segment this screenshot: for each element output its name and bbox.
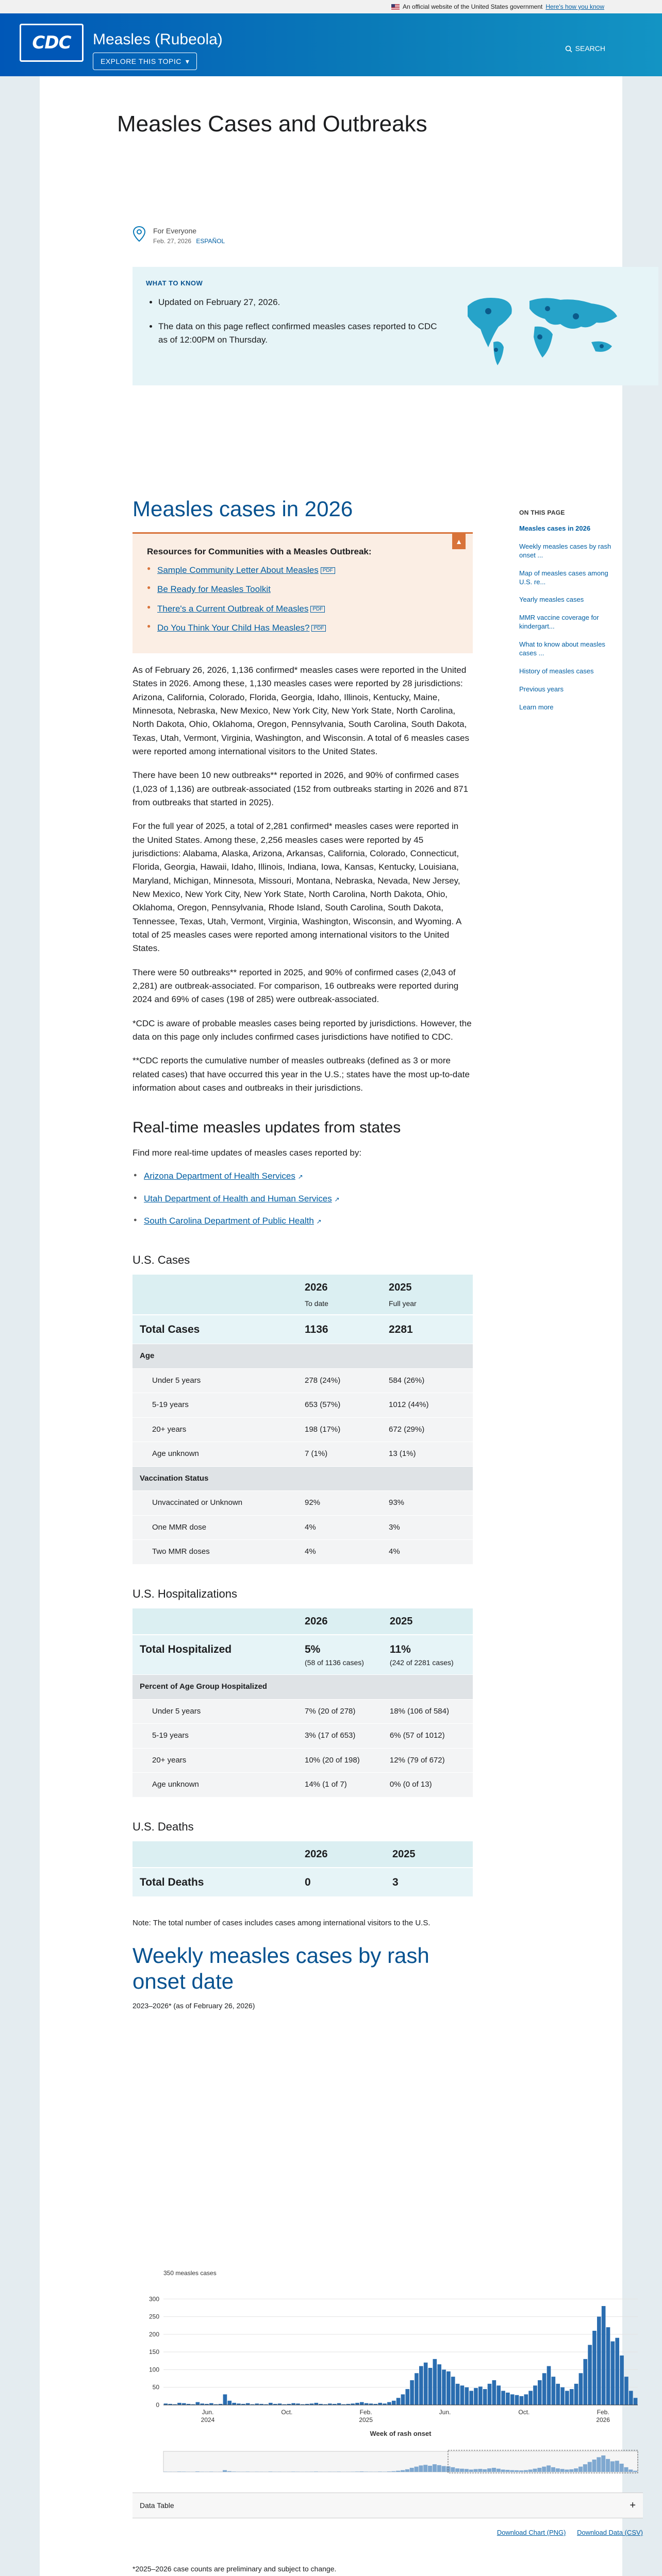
overview-bar <box>537 2468 541 2472</box>
bar <box>424 2363 428 2405</box>
x-tick-label: Jun. <box>439 2409 451 2416</box>
overview-bar <box>597 2457 601 2472</box>
weekly-controls <box>133 2493 643 2576</box>
weekly-heading: Weekly measles cases by rash onset date <box>133 1943 429 1993</box>
list-item <box>133 1214 473 1228</box>
bar <box>269 2403 273 2405</box>
search-icon <box>565 45 572 53</box>
bar <box>510 2394 515 2405</box>
pdf-badge: PDF <box>321 567 335 574</box>
page-date: Feb. 27, 2026 <box>153 238 192 245</box>
table-row: One MMR dose 4% 3% <box>133 1515 473 1540</box>
overview-bar <box>478 2469 482 2472</box>
overview-bar <box>519 2470 523 2472</box>
wtk-item: • Updated on February 27, 2026. <box>158 296 447 309</box>
state-link[interactable]: South Carolina Department of Public Health <box>144 1216 314 1226</box>
y-tick-label: 150 <box>148 2348 159 2356</box>
external-link-icon: ↗ <box>316 1218 322 1226</box>
explore-topic-button[interactable] <box>93 53 197 70</box>
table-row: 20+ years 198 (17%) 672 (29%) <box>133 1417 473 1442</box>
main-column <box>133 496 473 2011</box>
overview-bar <box>474 2469 478 2472</box>
y-tick-label: 200 <box>148 2330 159 2338</box>
overview-bar <box>415 2467 419 2472</box>
overview-bar <box>181 2471 186 2472</box>
resources-title: Resources for Communities with a Measles Outbreak: <box>147 547 372 557</box>
paragraph: As of February 26, 2026, 1,136 confirmed* measles cases were reported in the United States in 2026. Among these, 1,130 measles cases were reported by 28 jurisdictions: Arizona, California, Colorado, Florida, Georgia, Idaho, Illinois, Kentucky, Maine, Minnesota, Nebraska, New Mexico, New York City, New York State, North Carolina, North Dakota, Ohio, Oklahoma, Oregon, Pennsylvania, South Carolina, South Dakota, Texas, Utah, Vermont, Virginia, Washington, and Wisconsin. A total of 6 measles cases were reported among international visitors to the United States. <box>133 665 469 756</box>
bar <box>378 2403 382 2405</box>
y-axis-label: 350 measles cases <box>163 2269 217 2277</box>
otp-link[interactable]: What to know about measles cases ... <box>519 640 605 657</box>
bar <box>501 2391 505 2405</box>
bar <box>232 2403 236 2405</box>
search-label: SEARCH <box>575 44 605 53</box>
col-2026: 2026 To date <box>297 1275 382 1315</box>
bar <box>442 2369 446 2405</box>
bar <box>583 2359 587 2405</box>
overview-bar <box>410 2468 414 2472</box>
plus-icon: + <box>630 2500 636 2511</box>
overview-bar <box>524 2470 528 2472</box>
world-map-illustration <box>457 285 627 368</box>
overview-bar <box>396 2471 400 2472</box>
overview-bar <box>433 2464 437 2472</box>
deaths-table: 2026 2025 Total Deaths 0 3 <box>133 1841 473 1897</box>
group-label: Percent of Age Group Hospitalized <box>133 1675 473 1700</box>
bar <box>624 2377 628 2405</box>
state-link[interactable]: Utah Department of Health and Human Services <box>144 1193 332 1204</box>
overview-bar <box>551 2467 555 2472</box>
overview-bar <box>483 2469 487 2472</box>
overview-bar <box>405 2469 409 2472</box>
x-tick-label: Feb. <box>597 2409 609 2416</box>
x-tick-label: Oct. <box>281 2409 293 2416</box>
overview-bar <box>355 2471 359 2472</box>
resources-list <box>147 564 458 635</box>
overview-bar <box>314 2471 318 2472</box>
overview-bar <box>455 2468 459 2472</box>
what-to-know-title: WHAT TO KNOW <box>146 279 203 287</box>
bar <box>392 2401 396 2405</box>
otp-link[interactable]: MMR vaccine coverage for kindergart... <box>519 614 599 631</box>
overview-bar <box>496 2469 501 2472</box>
overview-bar <box>565 2469 569 2472</box>
bar <box>451 2377 455 2405</box>
overview-bar <box>606 2459 610 2472</box>
weekly-footnote: *2025–2026 case counts are preliminary and subject to change. <box>133 2564 337 2573</box>
bar <box>365 2403 369 2405</box>
overview-bar <box>528 2469 533 2472</box>
bar <box>446 2371 451 2405</box>
bar <box>606 2327 610 2405</box>
x-tick-label: 2024 <box>201 2416 215 2424</box>
col-2025: 2025 Full year <box>382 1275 473 1315</box>
x-tick-label: Oct. <box>518 2409 530 2416</box>
bar <box>405 2389 409 2405</box>
overview-bar <box>195 2471 200 2472</box>
overview-bar <box>569 2469 573 2472</box>
gov-banner-text: An official website of the United States government <box>403 3 543 10</box>
otp-link[interactable]: Weekly measles cases by rash onset ... <box>519 542 611 559</box>
bookmark-icon: ▲ <box>452 534 466 549</box>
bar <box>355 2403 359 2405</box>
bar <box>556 2384 560 2405</box>
y-tick-label: 50 <box>152 2383 159 2391</box>
otp-link[interactable]: Map of measles cases among U.S. re... <box>519 569 608 586</box>
overview-bar <box>533 2469 537 2472</box>
bar <box>196 2402 200 2405</box>
gov-banner-link[interactable]: Here's how you know <box>545 3 604 10</box>
bar <box>246 2403 250 2405</box>
gov-banner <box>0 0 662 13</box>
paragraph: There were 50 outbreaks** reported in 2025, and 90% of confirmed cases (2,043 of 2,281) are outbreak-associated. For comparison, 16 outbreaks were reported during 2024 and 69% of cases (198 of 285) were outbreak-associated. <box>133 967 459 1005</box>
overview-bar <box>633 2471 637 2472</box>
download-chart-link[interactable]: Download Chart (PNG) <box>496 2529 566 2536</box>
chevron-down-icon: ▾ <box>185 57 190 65</box>
bar <box>506 2393 510 2405</box>
on-this-page-nav <box>519 508 622 721</box>
header-title[interactable]: Measles (Rubeola) <box>93 31 223 48</box>
bar <box>182 2403 186 2405</box>
overview-bar <box>437 2465 441 2472</box>
overview-bar <box>542 2467 546 2472</box>
bar <box>629 2391 633 2405</box>
espanol-link[interactable]: ESPAÑOL <box>196 238 225 245</box>
deaths-heading: U.S. Deaths <box>133 1820 194 1833</box>
overview-bar <box>378 2471 382 2472</box>
otp-link[interactable]: History of measles cases <box>519 667 594 675</box>
overview-bar <box>223 2470 227 2472</box>
pdf-badge: PDF <box>310 606 325 613</box>
overview-bar <box>227 2471 231 2472</box>
overview-bar <box>423 2465 427 2472</box>
x-tick-label: Feb. <box>359 2409 372 2416</box>
data-table-toggle[interactable] <box>133 2493 643 2518</box>
downloads <box>133 2528 643 2538</box>
overview-bar <box>601 2455 605 2472</box>
hosp-heading: U.S. Hospitalizations <box>133 1587 237 1600</box>
overview-bar <box>620 2464 624 2472</box>
bar <box>611 2342 615 2405</box>
bar <box>602 2306 606 2405</box>
bar <box>469 2391 473 2405</box>
us-cases-table <box>133 1275 473 1565</box>
overview-bar <box>574 2468 578 2472</box>
overview-bar <box>291 2471 295 2472</box>
overview-bar <box>428 2466 432 2472</box>
weekly-subtitle: 2023–2026* (as of February 26, 2026) <box>133 2002 255 2010</box>
audience-row <box>133 226 225 246</box>
otp-link[interactable]: Yearly measles cases <box>519 596 584 604</box>
realtime-heading: Real-time measles updates from states <box>133 1118 401 1136</box>
overview-bar <box>592 2460 597 2472</box>
external-link-icon: ↗ <box>297 1173 303 1181</box>
overview-bar <box>628 2469 633 2472</box>
realtime-links <box>133 1170 473 1228</box>
otp-link[interactable]: Learn more <box>519 703 554 711</box>
bar <box>552 2377 556 2405</box>
overview-bar <box>501 2469 505 2472</box>
table-row: Total Cases 1136 2281 <box>133 1315 473 1344</box>
overview-bar <box>460 2469 464 2472</box>
explore-label: EXPLORE THIS TOPIC <box>101 57 181 65</box>
overview-bar <box>442 2466 446 2472</box>
overview-bar <box>364 2471 368 2472</box>
resource-item <box>147 602 458 616</box>
page-content <box>40 76 643 2576</box>
bar <box>465 2387 469 2405</box>
table-row: Total Deaths 0 3 <box>133 1868 473 1897</box>
bar <box>460 2385 465 2405</box>
overview-bar <box>610 2461 615 2472</box>
paragraph: For the full year of 2025, a total of 2,281 confirmed* measles cases were reported in the United States. Among these, 2,256 measles cases were reported by 45 jurisdictions: Alabama, Alaska, Arizona, Arkansas, California, Colorado, Connecticut, Florida, Georgia, Hawaii, Idaho, Illinois, Indiana, Iowa, Kansas, Kentucky, Louisiana, Maryland, Michigan, Minnesota, Missouri, Montana, Nebraska, Nevada, New Jersey, New Mexico, New York City, New York State, North Carolina, North Dakota, Ohio, Oklahoma, Oregon, Pennsylvania, Rhode Island, South Carolina, South Dakota, Tennessee, Texas, Utah, Vermont, Virginia, Washington, Wisconsin, and Wyoming. A total of 25 measles cases were reported among international visitors to the United States. <box>133 821 461 954</box>
realtime-intro: Find more real-time updates of measles cases reported by: <box>133 1147 362 1158</box>
search-button[interactable] <box>565 43 605 54</box>
table-row: 5-19 years 3% (17 of 653) 6% (57 of 1012) <box>133 1724 473 1749</box>
list-item <box>133 1170 473 1183</box>
resource-item <box>147 583 458 596</box>
overview-bar <box>232 2471 236 2472</box>
table-row: Unvaccinated or Unknown 92% 93% <box>133 1491 473 1516</box>
overview-bar <box>624 2467 628 2472</box>
overview-bar <box>615 2461 619 2472</box>
list-item <box>133 1192 473 1206</box>
bar <box>528 2391 533 2405</box>
bar <box>547 2366 551 2405</box>
table-row: Age unknown 7 (1%) 13 (1%) <box>133 1442 473 1467</box>
overview-bar <box>391 2471 395 2472</box>
bar <box>177 2403 181 2405</box>
paragraph: **CDC reports the cumulative number of measles outbreaks (defined as 3 or more related cases) that have occurred this year in the U.S.; states have the most up-to-date information about cases and outbreaks in their jurisdictions. <box>133 1056 470 1093</box>
overview-bar <box>359 2471 363 2472</box>
y-tick-label: 250 <box>148 2313 159 2320</box>
resource-item <box>147 621 458 635</box>
overview-bar <box>177 2471 181 2472</box>
bar <box>387 2402 391 2405</box>
x-tick-label: 2025 <box>359 2416 373 2424</box>
overview-bar <box>401 2470 405 2472</box>
overview-bar <box>515 2470 519 2472</box>
bar <box>520 2396 524 2405</box>
audience-label: For Everyone <box>153 227 197 235</box>
location-pin-icon <box>133 226 146 242</box>
bar <box>565 2391 569 2405</box>
bar <box>223 2394 227 2405</box>
x-tick-label: 2026 <box>596 2416 610 2424</box>
bar <box>227 2401 231 2405</box>
table-row: Under 5 years 278 (24%) 584 (26%) <box>133 1368 473 1393</box>
bar <box>560 2387 565 2405</box>
data-table-label: Data Table <box>140 2501 174 2510</box>
bar <box>592 2331 597 2405</box>
bar <box>401 2394 405 2405</box>
overview-bar <box>556 2468 560 2472</box>
overview-bar <box>487 2468 491 2472</box>
overview-bar <box>492 2468 496 2472</box>
resource-link[interactable]: Do You Think Your Child Has Measles? <box>157 623 310 633</box>
bar <box>538 2380 542 2405</box>
group-label: Vaccination Status <box>133 1466 473 1491</box>
cases-heading: Measles cases in 2026 <box>133 497 353 521</box>
external-link-icon: ↗ <box>334 1195 340 1203</box>
bar <box>620 2355 624 2405</box>
hosp-table: 2026 2025 Total Hospitalized 5% (58 of 1136 cases) 11% (242 of 2281 cases) Percent of Age Group Hospitalized Under 5 years 7% (20 of 278) 18% (106 of 584) 5-19 years 3% (17 of 653) 6% (57 of 1012) 20+ years 10% (20 of 198) 12% (79 of 672) Age unknown 14% (1 of 7) 0% (0 of 13) <box>133 1608 473 1798</box>
bar <box>597 2317 601 2405</box>
otp-link[interactable]: Previous years <box>519 685 564 693</box>
bar <box>588 2345 592 2405</box>
logo-text: CDC <box>32 32 71 53</box>
bar <box>433 2359 437 2405</box>
bar <box>474 2388 478 2405</box>
cdc-logo[interactable] <box>20 24 84 62</box>
overview-bar <box>337 2471 341 2472</box>
y-tick-label: 300 <box>148 2295 159 2303</box>
overview-bar <box>583 2464 587 2472</box>
table-row: Two MMR doses 4% 4% <box>133 1540 473 1565</box>
table-row: 5-19 years 653 (57%) 1012 (44%) <box>133 1393 473 1418</box>
otp-link[interactable]: Measles cases in 2026 <box>519 524 591 532</box>
bar <box>542 2373 547 2405</box>
overview-bar <box>469 2469 473 2472</box>
bar <box>456 2384 460 2405</box>
what-to-know-box <box>133 267 658 385</box>
overview-strip <box>163 2451 638 2472</box>
paragraph: There have been 10 new outbreaks** reported in 2026, and 90% of confirmed cases (1,023 of 1,136) are outbreak-associated (152 from outbreaks starting in 2026 and 871 from outbreaks that started in 2025). <box>133 770 469 807</box>
bar <box>492 2380 496 2405</box>
cases-body <box>133 664 473 1095</box>
wtk-item: • The data on this page reflect confirmed measles cases reported to CDC as of 12:00PM on Thursday. <box>158 320 447 346</box>
weekly-chart-svg <box>133 2266 643 2482</box>
overview-bar <box>547 2465 551 2472</box>
group-label: Age <box>133 1344 473 1369</box>
bar <box>360 2402 364 2405</box>
download-data-link[interactable]: Download Data (CSV) <box>577 2529 643 2536</box>
paragraph: *CDC is aware of probable measles cases being reported by jurisdictions. However, the data on this page only includes confirmed cases jurisdictions have notified to CDC. <box>133 1018 472 1042</box>
resources-box <box>133 532 473 653</box>
bar <box>291 2403 295 2405</box>
pdf-badge: PDF <box>311 625 326 632</box>
what-to-know-list <box>158 296 447 347</box>
bar <box>579 2373 583 2405</box>
resource-link[interactable]: Sample Community Letter About Measles <box>157 565 319 575</box>
bar <box>515 2395 519 2405</box>
bar <box>615 2338 619 2405</box>
x-tick-label: Jun. <box>202 2409 214 2416</box>
bar <box>410 2380 414 2405</box>
overview-bar <box>465 2469 469 2472</box>
bar <box>570 2389 574 2405</box>
y-tick-label: 100 <box>148 2366 159 2374</box>
overview-bar <box>510 2470 514 2472</box>
bar <box>428 2368 433 2405</box>
bar <box>478 2386 483 2405</box>
bar <box>533 2385 537 2405</box>
overview-bar <box>451 2467 455 2472</box>
overview-bar <box>209 2471 213 2472</box>
x-axis-label: Week of rash onset <box>370 2430 432 2437</box>
bar <box>419 2366 423 2405</box>
resource-item <box>147 564 458 577</box>
bar <box>496 2385 501 2405</box>
resource-link[interactable]: There's a Current Outbreak of Measles <box>157 603 309 614</box>
bar <box>524 2394 528 2405</box>
overview-bar <box>588 2462 592 2472</box>
resource-link[interactable]: Be Ready for Measles Toolkit <box>157 584 271 595</box>
table-row: 20+ years 10% (20 of 198) 12% (79 of 672) <box>133 1748 473 1773</box>
overview-bar <box>245 2471 250 2472</box>
bar <box>337 2403 341 2405</box>
bar <box>488 2384 492 2405</box>
bar <box>209 2403 213 2405</box>
overview-bar <box>505 2470 509 2472</box>
us-flag-icon <box>391 4 400 10</box>
us-cases-heading: U.S. Cases <box>133 1253 190 1266</box>
bar <box>396 2398 401 2405</box>
bar <box>437 2364 441 2405</box>
note-text: Note: The total number of cases includes cases among international visitors to the U.S. <box>133 1919 431 1928</box>
overview-bar <box>419 2465 423 2472</box>
overview-bar <box>387 2471 391 2472</box>
table-row: Under 5 years 7% (20 of 278) 18% (106 of 584) <box>133 1699 473 1724</box>
y-tick-label: 0 <box>156 2401 159 2409</box>
table-row: Total Hospitalized 5% (58 of 1136 cases) 11% (242 of 2281 cases) <box>133 1635 473 1675</box>
bar <box>315 2403 319 2405</box>
page-title: Measles Cases and Outbreaks <box>117 111 427 137</box>
overview-bar <box>560 2469 565 2472</box>
overview-bar <box>268 2471 272 2472</box>
bar <box>634 2398 638 2405</box>
on-this-page-heading: ON THIS PAGE <box>519 509 565 516</box>
site-header <box>0 13 662 76</box>
state-link[interactable]: Arizona Department of Health Services <box>144 1171 295 1181</box>
bar <box>483 2389 487 2405</box>
table-row: Age unknown 14% (1 of 7) 0% (0 of 13) <box>133 1773 473 1798</box>
bar <box>574 2384 578 2405</box>
bar <box>415 2373 419 2405</box>
overview-bar <box>578 2467 583 2472</box>
weekly-chart <box>133 2266 643 2486</box>
